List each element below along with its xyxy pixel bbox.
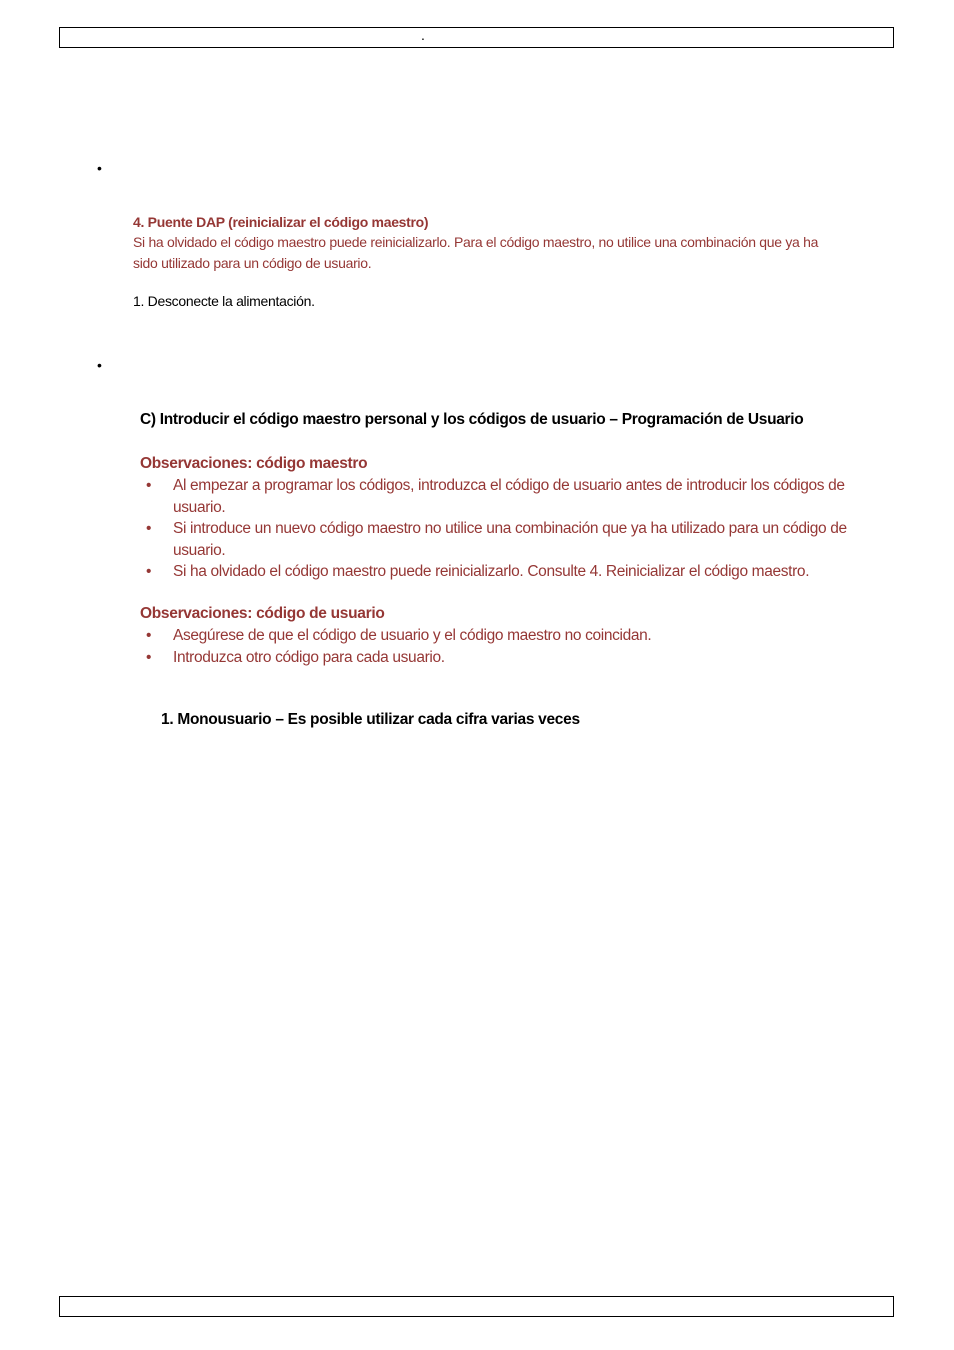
list-item-text: Si introduce un nuevo código maestro no utilice una combinación que ya ha utilizado para un código de usuario. [173, 520, 847, 559]
list-item: • Introduzca otro código para cada usuario. [146, 648, 445, 666]
list-item-text: Al empezar a programar los códigos, introduzca el código de usuario antes de introducir los códigos de usuario. [173, 477, 845, 516]
bullet-marker: • [97, 357, 102, 373]
page-footer-box [59, 1296, 894, 1317]
dap-step-1: 1. Desconecte la alimentación. [133, 293, 315, 309]
dap-section-title: 4. Puente DAP (reinicializar el código maestro) [133, 214, 429, 230]
list-item: • Al empezar a programar los códigos, introduzca el código de usuario antes de introducir los códigos de usuario. [146, 477, 845, 516]
list-item: • Asegúrese de que el código de usuario y el código maestro no coincidan. [146, 627, 652, 644]
header-mark: . [421, 27, 425, 43]
page-header-box [59, 27, 894, 48]
mono-user-heading: 1. Monousuario – Es posible utilizar cada cifra varias veces [161, 711, 580, 728]
list-item-text: Asegúrese de que el código de usuario y el código maestro no coincidan. [173, 627, 652, 644]
bullet-marker: • [97, 160, 102, 176]
obs-master-heading: Observaciones: código maestro [140, 455, 368, 472]
obs-master-list [140, 475, 875, 583]
obs-user-heading: Observaciones: código de usuario [140, 605, 385, 622]
dap-text-line-2: sido utilizado para un código de usuario. [133, 255, 372, 271]
list-item-text: Si ha olvidado el código maestro puede reinicializarlo. Consulte 4. Reinicializar el código maestro. [173, 563, 810, 580]
section-c-title: C) Introducir el código maestro personal y los códigos de usuario – Programación de Usuario [140, 411, 804, 428]
list-item-text: Introduzca otro código para cada usuario. [173, 648, 445, 666]
obs-user-list [140, 625, 875, 668]
list-item: • Si introduce un nuevo código maestro no utilice una combinación que ya ha utilizado para un código de usuario. [146, 520, 847, 559]
dap-text-line-1: Si ha olvidado el código maestro puede reinicializarlo. Para el código maestro, no utilice una combinación que ya ha [133, 234, 819, 250]
list-item: • Si ha olvidado el código maestro puede reinicializarlo. Consulte 4. Reinicializar el código maestro. [146, 563, 810, 580]
